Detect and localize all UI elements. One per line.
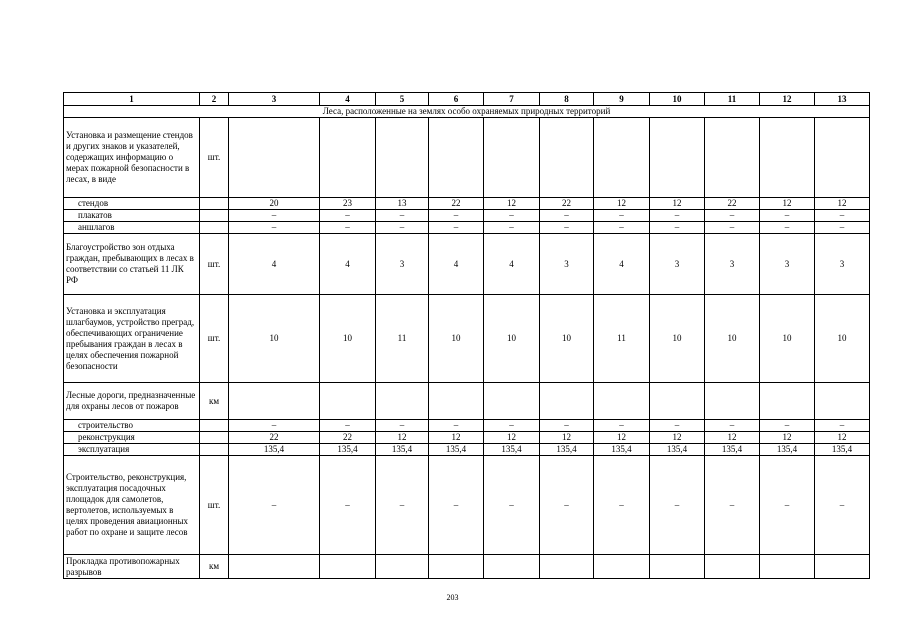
value-cell: – (760, 210, 815, 222)
value-cell: 135,4 (320, 444, 376, 456)
value-cell: – (429, 210, 484, 222)
value-cell (429, 118, 484, 198)
value-cell (705, 555, 760, 579)
value-cell: – (229, 420, 320, 432)
value-cell: 10 (229, 295, 320, 383)
row-unit (200, 210, 229, 222)
value-cell: 12 (594, 198, 650, 210)
value-cell: 135,4 (429, 444, 484, 456)
value-cell: – (815, 222, 870, 234)
value-cell: 12 (650, 198, 705, 210)
value-cell: 12 (540, 432, 594, 444)
table-row (64, 420, 870, 432)
value-cell: – (484, 222, 540, 234)
value-cell (650, 383, 705, 420)
value-cell (815, 118, 870, 198)
value-cell: 4 (229, 234, 320, 295)
header-row (64, 93, 870, 106)
value-cell (229, 383, 320, 420)
table-row (64, 234, 870, 295)
value-cell: – (594, 420, 650, 432)
value-cell (540, 118, 594, 198)
value-cell: 22 (229, 432, 320, 444)
row-unit: шт. (200, 295, 229, 383)
row-label: аншлагов (64, 222, 200, 234)
value-cell: – (376, 210, 429, 222)
value-cell (815, 555, 870, 579)
row-unit: км (200, 383, 229, 420)
table-row (64, 456, 870, 555)
value-cell (540, 383, 594, 420)
value-cell (376, 383, 429, 420)
value-cell: – (540, 420, 594, 432)
value-cell: 10 (650, 295, 705, 383)
value-cell: 10 (540, 295, 594, 383)
value-cell: 11 (376, 295, 429, 383)
row-unit (200, 198, 229, 210)
value-cell: 135,4 (540, 444, 594, 456)
row-label: плакатов (64, 210, 200, 222)
value-cell: 12 (815, 432, 870, 444)
value-cell (320, 118, 376, 198)
value-cell (760, 555, 815, 579)
value-cell: – (705, 456, 760, 555)
table-row (64, 222, 870, 234)
row-label: строительство (64, 420, 200, 432)
value-cell: 12 (760, 198, 815, 210)
value-cell (229, 118, 320, 198)
value-cell: – (229, 210, 320, 222)
value-cell (760, 383, 815, 420)
value-cell: 22 (540, 198, 594, 210)
value-cell: 135,4 (484, 444, 540, 456)
value-cell: 135,4 (594, 444, 650, 456)
table-row (64, 210, 870, 222)
row-unit (200, 432, 229, 444)
table-row (64, 295, 870, 383)
row-unit: шт. (200, 234, 229, 295)
value-cell: – (429, 222, 484, 234)
header-cell: 7 (484, 93, 540, 106)
value-cell: – (320, 210, 376, 222)
value-cell: 22 (429, 198, 484, 210)
value-cell: – (705, 210, 760, 222)
value-cell (705, 118, 760, 198)
value-cell (229, 555, 320, 579)
value-cell: 3 (815, 234, 870, 295)
row-label: Благоустройство зон отдыха граждан, пребывающих в лесах в соответствии со статьей 11 ЛК РФ (64, 234, 200, 295)
value-cell: – (376, 456, 429, 555)
value-cell: – (594, 210, 650, 222)
header-cell: 6 (429, 93, 484, 106)
value-cell: – (484, 210, 540, 222)
page-number: 203 (446, 593, 459, 602)
value-cell: – (760, 420, 815, 432)
row-unit: шт. (200, 456, 229, 555)
value-cell: 3 (650, 234, 705, 295)
forest-fire-measures-table (63, 92, 870, 579)
value-cell (594, 118, 650, 198)
value-cell: 135,4 (760, 444, 815, 456)
value-cell: – (229, 222, 320, 234)
value-cell: 10 (705, 295, 760, 383)
value-cell: – (705, 420, 760, 432)
value-cell (705, 383, 760, 420)
value-cell (376, 555, 429, 579)
value-cell: – (815, 456, 870, 555)
value-cell (815, 383, 870, 420)
row-label: стендов (64, 198, 200, 210)
value-cell: – (815, 420, 870, 432)
value-cell: 22 (705, 198, 760, 210)
value-cell: – (815, 210, 870, 222)
row-unit (200, 222, 229, 234)
value-cell: – (650, 456, 705, 555)
value-cell: – (540, 210, 594, 222)
row-label: Установка и размещение стендов и других знаков и указателей, содержащих информацию о мерах пожарной безопасности в лесах, в виде (64, 118, 200, 198)
header-cell: 12 (760, 93, 815, 106)
value-cell (650, 118, 705, 198)
table-row (64, 432, 870, 444)
row-label: Прокладка противопожарных разрывов (64, 555, 200, 579)
value-cell: 12 (376, 432, 429, 444)
header-cell: 13 (815, 93, 870, 106)
value-cell: – (376, 420, 429, 432)
row-label: Строительство, реконструкция, эксплуатация посадочных площадок для самолетов, вертолетов, используемых в целях проведения авиационных работ по охране и защите лесов (64, 456, 200, 555)
value-cell: 3 (376, 234, 429, 295)
value-cell: 4 (320, 234, 376, 295)
value-cell: – (540, 222, 594, 234)
table-row (64, 118, 870, 198)
value-cell: – (429, 420, 484, 432)
value-cell (540, 555, 594, 579)
table-row (64, 198, 870, 210)
value-cell: – (484, 456, 540, 555)
value-cell: 20 (229, 198, 320, 210)
row-unit (200, 420, 229, 432)
value-cell: 13 (376, 198, 429, 210)
value-cell: 12 (484, 198, 540, 210)
value-cell: 23 (320, 198, 376, 210)
value-cell: 4 (484, 234, 540, 295)
value-cell: 12 (760, 432, 815, 444)
header-cell: 3 (229, 93, 320, 106)
value-cell (429, 555, 484, 579)
value-cell: 135,4 (705, 444, 760, 456)
value-cell (484, 118, 540, 198)
header-cell: 2 (200, 93, 229, 106)
value-cell: 12 (594, 432, 650, 444)
row-label: Установка и эксплуатация шлагбаумов, устройство преград, обеспечивающих ограничение пребывания граждан в лесах в целях обеспечения пожарной безопасности (64, 295, 200, 383)
section-title: Леса, расположенные на землях особо охраняемых природных территорий (64, 106, 870, 118)
value-cell: 3 (760, 234, 815, 295)
value-cell: 12 (815, 198, 870, 210)
value-cell: 3 (705, 234, 760, 295)
value-cell: – (650, 210, 705, 222)
value-cell: – (376, 222, 429, 234)
value-cell: – (650, 420, 705, 432)
value-cell: 135,4 (815, 444, 870, 456)
value-cell (320, 555, 376, 579)
value-cell (484, 383, 540, 420)
value-cell: – (760, 456, 815, 555)
value-cell: 10 (320, 295, 376, 383)
value-cell: 12 (650, 432, 705, 444)
value-cell (650, 555, 705, 579)
header-cell: 4 (320, 93, 376, 106)
value-cell (484, 555, 540, 579)
value-cell: – (429, 456, 484, 555)
value-cell (376, 118, 429, 198)
value-cell: – (320, 222, 376, 234)
value-cell: 10 (484, 295, 540, 383)
row-label: эксплуатация (64, 444, 200, 456)
value-cell: – (540, 456, 594, 555)
row-label: реконструкция (64, 432, 200, 444)
row-unit: км (200, 555, 229, 579)
value-cell: – (484, 420, 540, 432)
value-cell: 12 (429, 432, 484, 444)
value-cell: 135,4 (229, 444, 320, 456)
value-cell: 135,4 (376, 444, 429, 456)
value-cell: 12 (705, 432, 760, 444)
value-cell (320, 383, 376, 420)
value-cell: 11 (594, 295, 650, 383)
value-cell: – (760, 222, 815, 234)
value-cell: 10 (760, 295, 815, 383)
value-cell: 3 (540, 234, 594, 295)
header-cell: 8 (540, 93, 594, 106)
value-cell: 10 (815, 295, 870, 383)
header-cell: 5 (376, 93, 429, 106)
value-cell: 12 (484, 432, 540, 444)
row-unit: шт. (200, 118, 229, 198)
value-cell: – (229, 456, 320, 555)
value-cell (594, 555, 650, 579)
value-cell (760, 118, 815, 198)
row-unit (200, 444, 229, 456)
value-cell: 10 (429, 295, 484, 383)
value-cell: – (320, 420, 376, 432)
value-cell (594, 383, 650, 420)
value-cell: – (650, 222, 705, 234)
value-cell (429, 383, 484, 420)
value-cell: 135,4 (650, 444, 705, 456)
header-cell: 11 (705, 93, 760, 106)
table-row (64, 383, 870, 420)
value-cell: 4 (429, 234, 484, 295)
row-label: Лесные дороги, предназначенные для охраны лесов от пожаров (64, 383, 200, 420)
table-row (64, 444, 870, 456)
value-cell: 22 (320, 432, 376, 444)
value-cell: – (594, 222, 650, 234)
header-cell: 1 (64, 93, 200, 106)
section-row (64, 106, 870, 118)
value-cell: – (594, 456, 650, 555)
value-cell: – (320, 456, 376, 555)
value-cell: – (705, 222, 760, 234)
header-cell: 10 (650, 93, 705, 106)
header-cell: 9 (594, 93, 650, 106)
value-cell: 4 (594, 234, 650, 295)
table-row (64, 555, 870, 579)
